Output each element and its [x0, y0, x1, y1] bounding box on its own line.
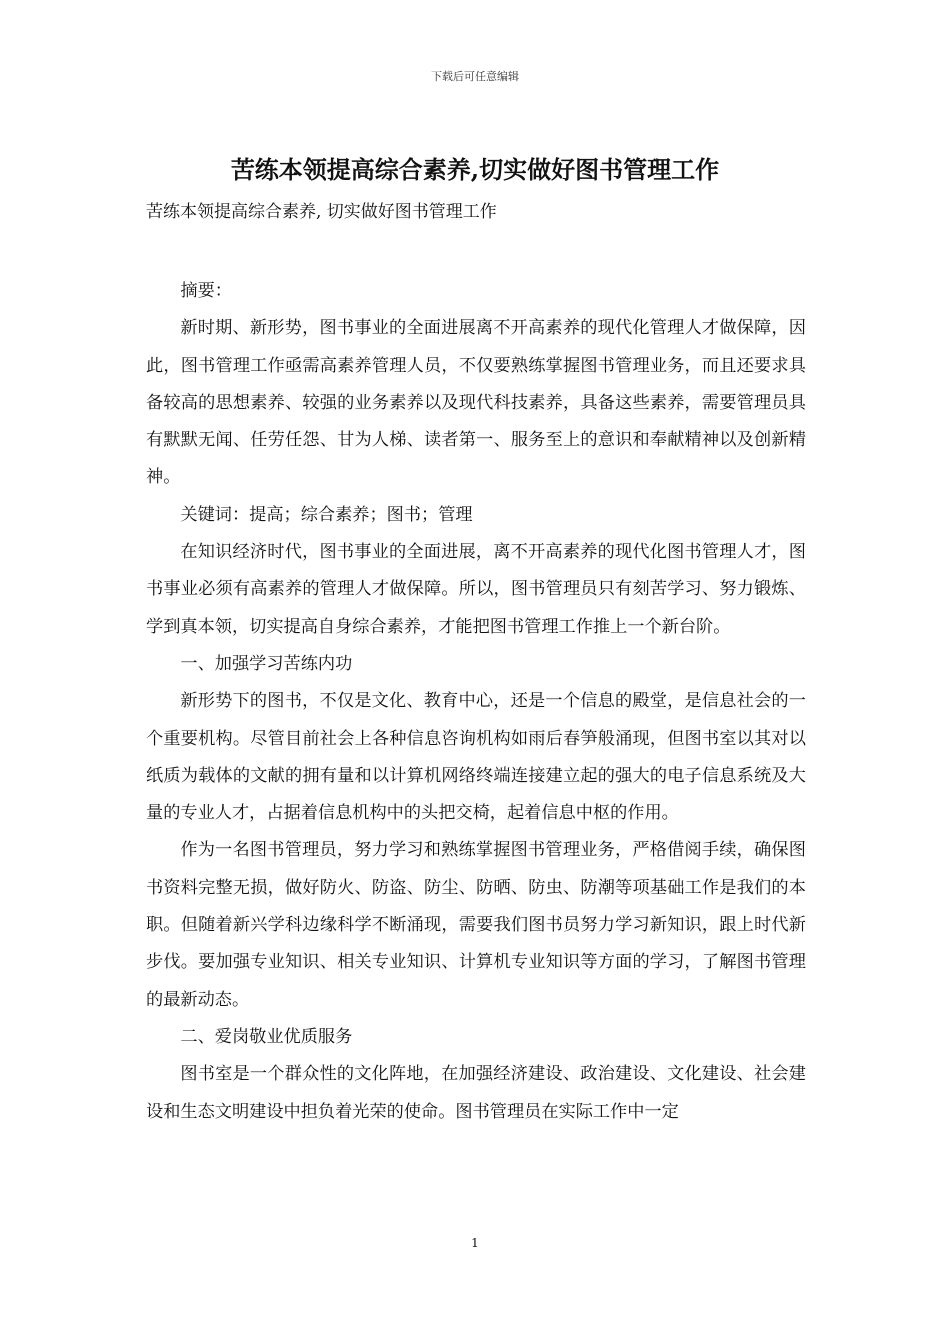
document-title: 苦练本领提高综合素养,切实做好图书管理工作	[230, 155, 720, 184]
abstract-heading: 摘要：	[180, 281, 232, 301]
section-2-paragraph-1: 图书室是一个群众性的文化阵地，在加强经济建设、政治建设、文化建设、社会建设和生态文明建设中担负着光荣的使命。图书管理员在实际工作中一定	[146, 1064, 806, 1122]
section-1-paragraph-2: 作为一名图书管理员，努力学习和熟练掌握图书管理业务，严格借阅手续，确保图书资料完整无损，做好防火、防盗、防尘、防晒、防虫、防潮等项基础工作是我们的本职。但随着新兴学科边缘科学不断涌现，需要我们图书员努力学习新知识，跟上时代新步伐。要加强专业知识、相关专业知识、计算机专业知识等方面的学习，了解图书管理的最新动态。	[146, 840, 806, 1010]
section-heading-1: 一、加强学习苦练内功	[180, 653, 353, 674]
header-note: 下载后可任意编辑	[431, 70, 519, 83]
document-subtitle: 苦练本领提高综合素养, 切实做好图书管理工作	[146, 202, 497, 222]
page-number: 1	[471, 1236, 479, 1250]
document-body	[146, 273, 806, 1131]
section-1-paragraph-1: 新形势下的图书，不仅是文化、教育中心，还是一个信息的殿堂，是信息社会的一个重要机构。尽管目前社会上各种信息咨询机构如雨后春笋般涌现，但图书室以其对以纸质为载体的文献的拥有量和以计算机网络终端连接建立起的强大的电子信息系统及大量的专业人才，占据着信息机构中的头把交椅，起着信息中枢的作用。	[146, 691, 806, 824]
keywords-paragraph: 关键词：提高；综合素养；图书；管理	[180, 504, 473, 525]
abstract-paragraph: 新时期、新形势，图书事业的全面进展离不开高素养的现代化管理人才做保障，因此，图书管理工作亟需高素养管理人员，不仅要熟练掌握图书管理业务，而且还要求具备较高的思想素养、较强的业务素养以及现代科技素养，具备这些素养，需要管理员具有默默无闻、任劳任怨、甘为人梯、读者第一、服务至上的意识和奉献精神以及创新精神。	[146, 318, 806, 488]
section-heading-2: 二、爱岗敬业优质服务	[180, 1026, 353, 1047]
intro-paragraph: 在知识经济时代，图书事业的全面进展，离不开高素养的现代化图书管理人才，图书事业必须有高素养的管理人才做保障。所以，图书管理员只有刻苦学习、努力锻炼、学到真本领，切实提高自身综合素养，才能把图书管理工作推上一个新台阶。	[146, 542, 806, 637]
